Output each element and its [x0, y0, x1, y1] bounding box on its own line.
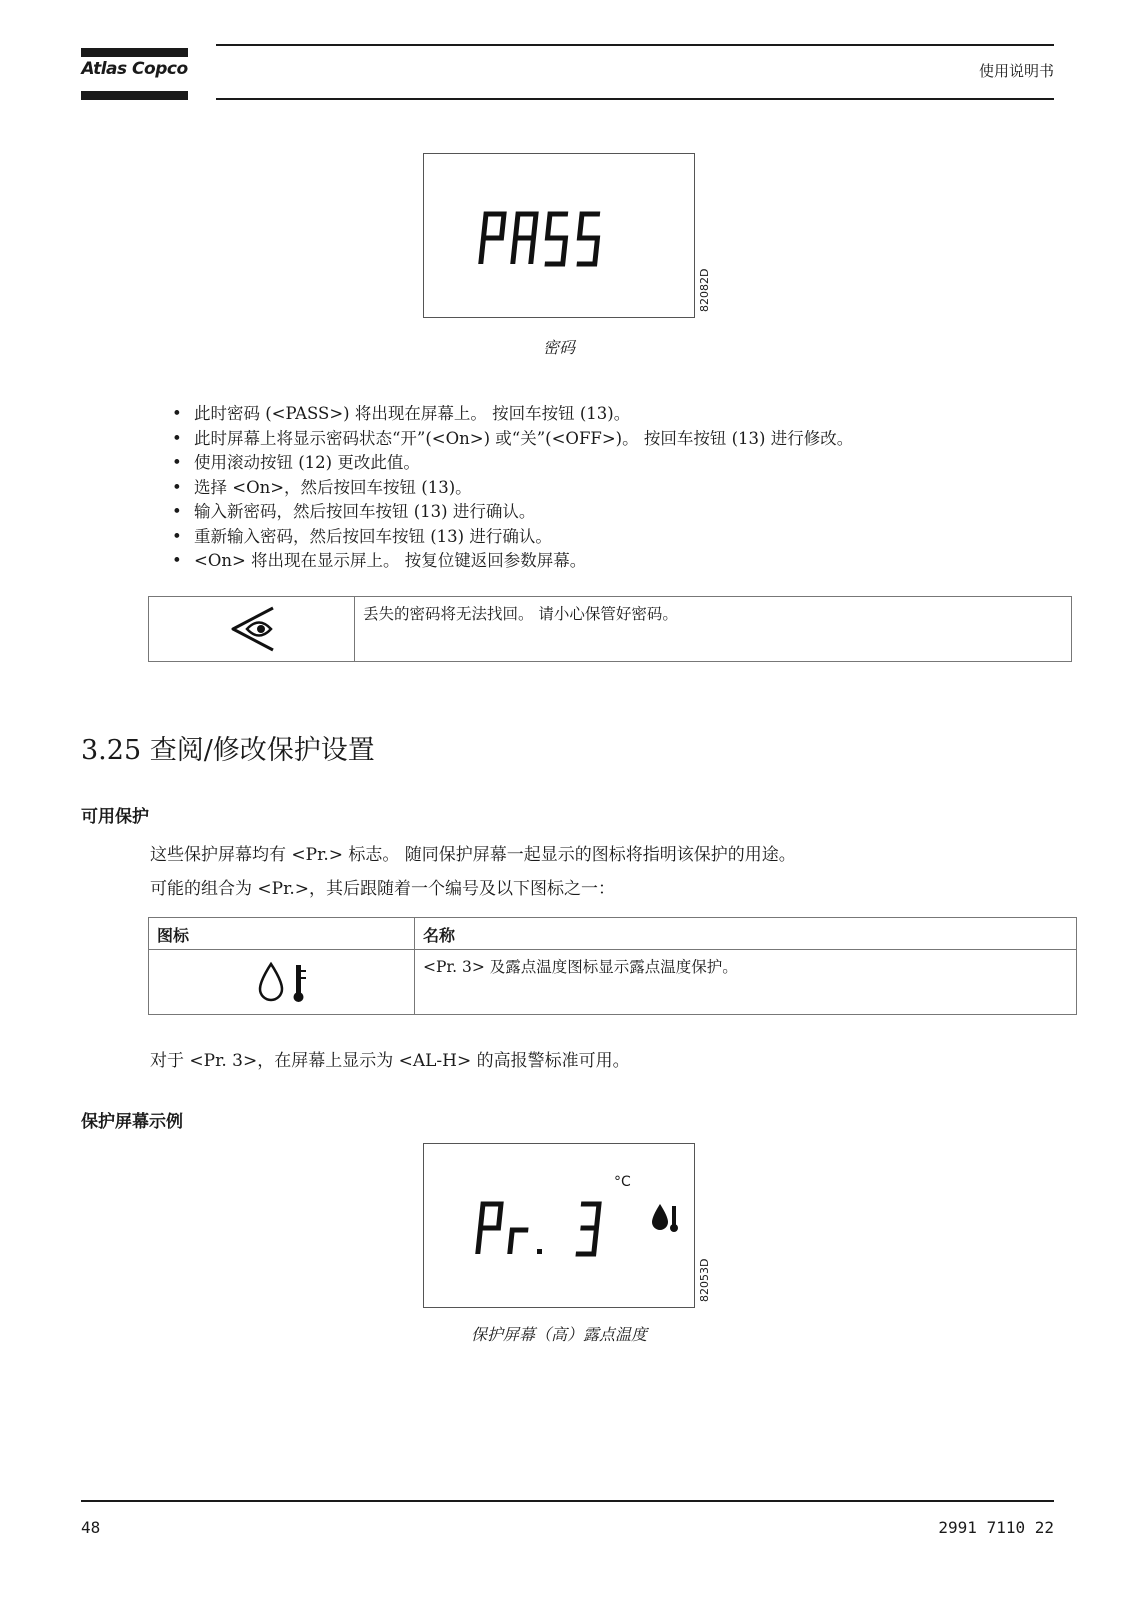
- lcd-protection-screen: [423, 1143, 711, 1308]
- document-number: 2991 7110 22: [938, 1518, 1054, 1537]
- header-title: 使用说明书: [978, 62, 1054, 80]
- subheading-available-protections: 可用保护: [81, 807, 149, 827]
- list-item: • 重新输入密码，然后按回车按钮 (13) 进行确认。: [172, 525, 853, 550]
- logo-bar-bottom: [81, 91, 188, 100]
- paragraph: 这些保护屏幕均有 <Pr.> 标志。 随同保护屏幕一起显示的图标将指明该保护的用途。: [150, 845, 796, 865]
- logo-bar-top: [81, 48, 188, 57]
- eye-in-triangle-icon: [227, 604, 277, 654]
- figure-caption-password: 密码: [542, 338, 575, 357]
- list-item: • 此时密码 (<PASS>) 将出现在屏幕上。 按回车按钮 (13)。: [172, 402, 853, 427]
- note-divider: [354, 597, 355, 661]
- list-item: • <On> 将出现在显示屏上。 按复位键返回参数屏幕。: [172, 549, 853, 574]
- protection-icon-table: [148, 917, 1077, 1015]
- table-divider: [414, 918, 415, 1014]
- paragraph: 对于 <Pr. 3>，在屏幕上显示为 <AL-H> 的高报警标准可用。: [150, 1051, 630, 1071]
- list-item: • 使用滚动按钮 (12) 更改此值。: [172, 451, 853, 476]
- figure-code: 82053D: [698, 1258, 711, 1302]
- note-text: 丢失的密码将无法找回。 请小心保管好密码。: [363, 605, 678, 623]
- lcd-display-pr3: [424, 1144, 694, 1307]
- subheading-screen-example: 保护屏幕示例: [81, 1112, 183, 1132]
- figure-caption-protection: 保护屏幕（高）露点温度: [470, 1325, 647, 1344]
- table-cell-description: <Pr. 3> 及露点温度图标显示露点温度保护。: [423, 958, 738, 976]
- lcd-password-screen: [423, 153, 711, 318]
- table-header-icon: 图标: [157, 926, 190, 945]
- brand-logo: Atlas Copco: [81, 59, 188, 79]
- list-item: • 选择 <On>，然后按回车按钮 (13)。: [172, 476, 853, 501]
- note-box: [148, 596, 1072, 662]
- table-header-name: 名称: [423, 926, 456, 945]
- footer-rule: [81, 1500, 1054, 1502]
- table-divider: [149, 949, 1076, 950]
- page-number: 48: [81, 1518, 101, 1537]
- instruction-list: [172, 402, 853, 574]
- lcd-display-pass: [424, 154, 694, 317]
- header-rule-top: [216, 44, 1054, 46]
- unit-celsius: °C: [614, 1174, 631, 1190]
- list-item: • 输入新密码，然后按回车按钮 (13) 进行确认。: [172, 500, 853, 525]
- paragraph: 可能的组合为 <Pr.>，其后跟随着一个编号及以下图标之一：: [150, 879, 615, 899]
- figure-code: 82082D: [698, 268, 711, 312]
- dewpoint-temperature-icon: [257, 960, 313, 1006]
- list-item: • 此时屏幕上将显示密码状态“开”(<On>) 或“关”(<OFF>)。 按回车按钮 (13) 进行修改。: [172, 427, 853, 452]
- section-title: 3.25 查阅/修改保护设置: [81, 735, 375, 766]
- header-rule-bottom: [216, 98, 1054, 100]
